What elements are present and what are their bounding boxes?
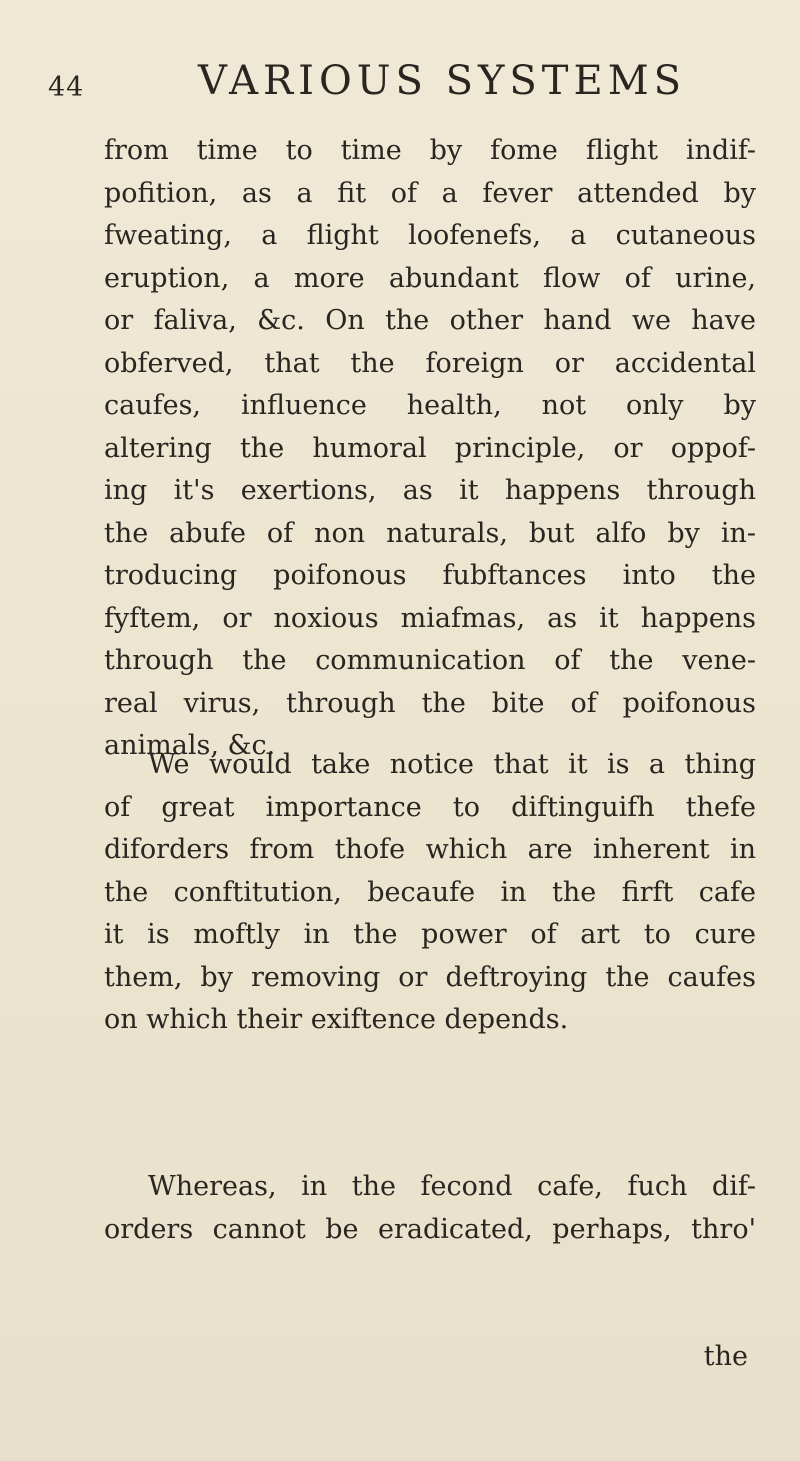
text-line: fweating, a flight loofenefs, a cutaneous [104, 220, 756, 251]
text-line: Whereas, in the fecond cafe, fuch dif- [148, 1171, 756, 1202]
text-line: obferved, that the foreign or accidental [104, 347, 756, 379]
text-line: eruption, a more abundant flow of urine, [104, 262, 756, 294]
text-line: diforders from thofe which are inherent in [104, 834, 756, 865]
text-line: from time to time by fome flight indif- [104, 135, 756, 166]
text-line: We would take notice that it is a thing [148, 749, 756, 780]
text-line: the conftitution, becaufe in the firft cafe [104, 876, 756, 908]
page-header [48, 58, 768, 118]
text-line: altering the humoral principle, or oppof- [104, 432, 756, 464]
text-line: pofition, as a fit of a fever attended by [104, 177, 756, 209]
paragraph-3 [104, 1166, 756, 1251]
text-line: or faliva, &c. On the other hand we have [104, 305, 756, 336]
paragraph-2 [104, 744, 756, 1042]
text-line: real virus, through the bite of poifonous [104, 687, 756, 719]
text-line: fyftem, or noxious miafmas, as it happens [104, 602, 756, 634]
text-line: animals, &c. [104, 730, 276, 761]
text-line: caufes, influence health, not only by [104, 390, 756, 421]
text-line: it is moftly in the power of art to cure [104, 919, 756, 950]
text-line: on which their exiftence depends. [104, 1004, 569, 1035]
text-line: of great importance to diftinguifh thefe [104, 791, 756, 823]
text-line: troducing poifonous fubftances into the [104, 560, 756, 591]
text-line: them, by removing or deftroying the caufes [104, 961, 756, 993]
paragraph-1 [104, 130, 756, 768]
catchword: the [703, 1341, 748, 1372]
text-line: ing it's exertions, as it happens through [104, 475, 756, 506]
text-line: the abufe of non naturals, but alfo by in- [104, 517, 756, 549]
text-line: orders cannot be eradicated, perhaps, thro' [104, 1213, 756, 1245]
text-line: through the communication of the vene- [104, 645, 756, 676]
running-head: VARIOUS SYSTEMS [198, 58, 687, 104]
page-number: 44 [48, 72, 85, 103]
